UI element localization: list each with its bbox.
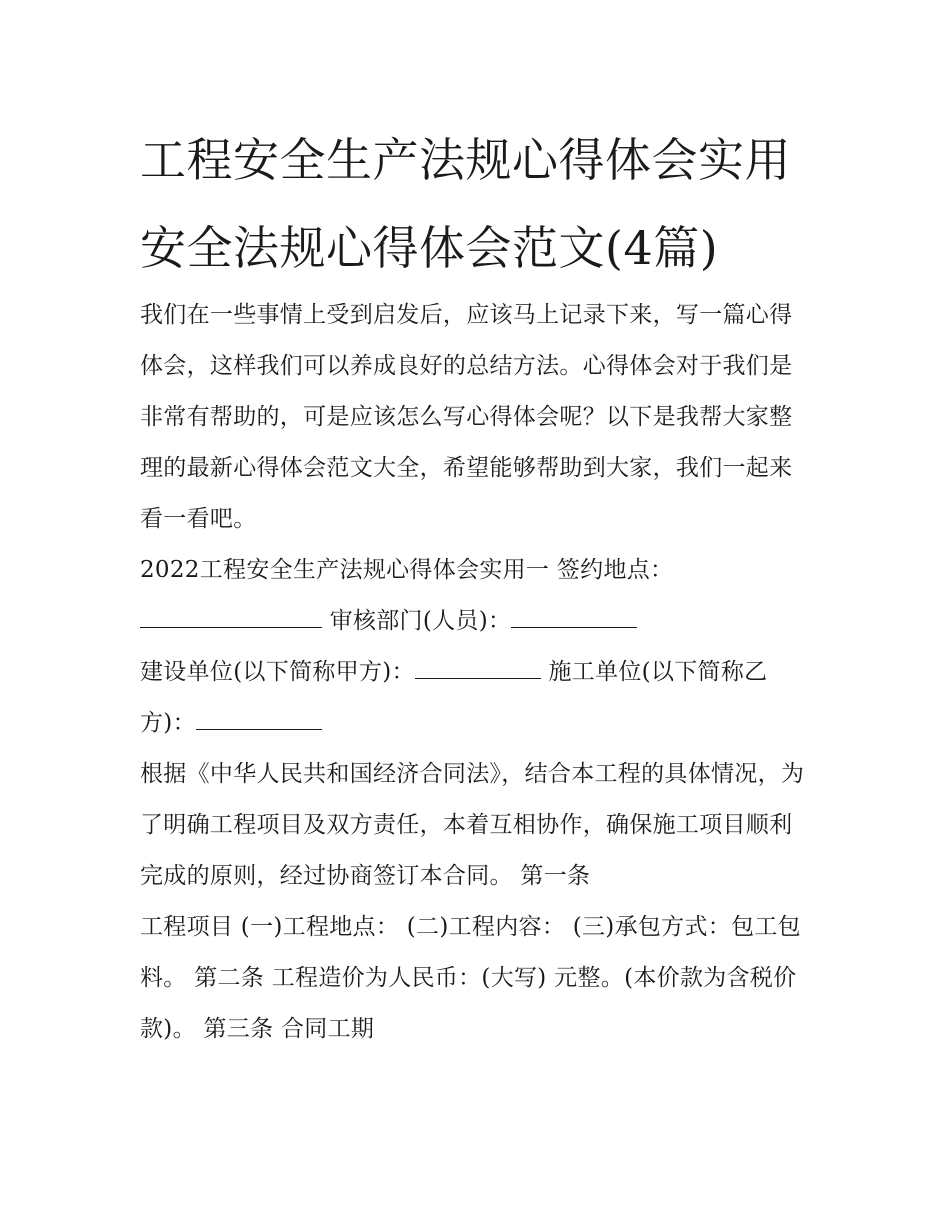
audit-line — [140, 596, 815, 647]
party-b-blank — [196, 709, 322, 730]
party-a-blank — [415, 658, 541, 679]
audit-label: 审核部门(人员)： — [329, 608, 512, 634]
document-title: 工程安全生产法规心得体会实用 安全法规心得体会范文(4篇) — [140, 133, 791, 275]
party-a-label: 建设单位(以下简称甲方)： — [140, 659, 415, 685]
parties-line — [140, 647, 815, 749]
audit-blank — [511, 607, 637, 628]
basis-paragraph: 根据《中华人民共和国经济合同法》，结合本工程的具体情况，为了明确工程项目及双方责任，本着互相协作，确保施工项目顺利完成的原则，经过协商签订本合同。 第一条 — [140, 761, 805, 889]
intro-paragraph: 我们在一些事情上受到启发后，应该马上记录下来，写一篇心得体会，这样我们可以养成良好的总结方法。心得体会对于我们是非常有帮助的，可是应该怎么写心得体会呢？以下是我帮大家整理的最新心得体会范文大全，希望能够帮助到大家，我们一起来看一看吧。 — [140, 302, 793, 532]
party-b-label: 施工单位(以下简称乙方)： — [140, 659, 768, 736]
section-heading: 2022工程安全生产法规心得体会实用一 签约地点： — [140, 557, 674, 583]
document-page — [140, 116, 815, 1055]
terms-paragraph: 工程项目 (一)工程地点： (二)工程内容： (三)承包方式：包工包料。 第二条 工程造价为人民币：(大写) 元整。(本价款为含税价款)。 第三条 合同工期 — [140, 914, 801, 1042]
signing-location-blank — [140, 607, 322, 628]
